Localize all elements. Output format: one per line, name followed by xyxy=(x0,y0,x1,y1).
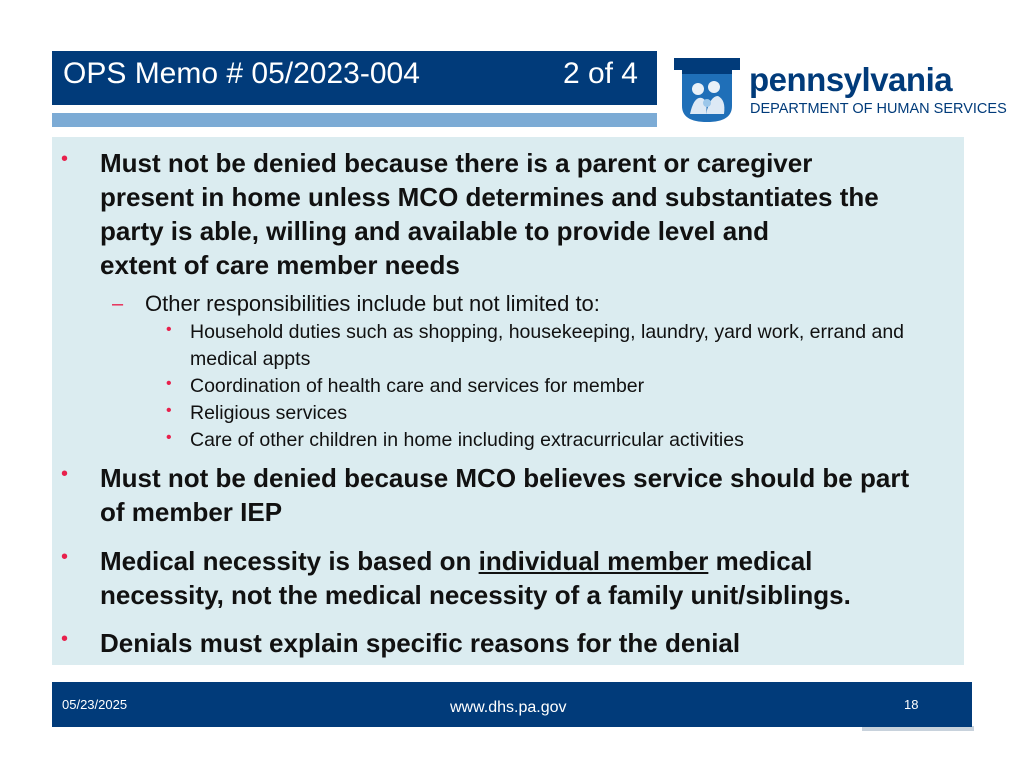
bullet-marker: • xyxy=(166,429,172,446)
content-panel xyxy=(52,137,964,665)
sub-bullet-text: Other responsibilities include but not limited to: xyxy=(145,291,600,316)
footer-url: www.dhs.pa.gov xyxy=(450,699,567,716)
pennsylvania-dhs-logo xyxy=(672,56,1012,126)
list-item-text: Religious services xyxy=(190,402,348,424)
list-item-text: Care of other children in home including extracurricular activities xyxy=(190,429,744,451)
bullet-marker: • xyxy=(61,463,69,485)
list-item-text: Household duties such as shopping, housekeeping, laundry, yard work, errand and medical appts xyxy=(190,321,905,370)
bullet-marker: • xyxy=(166,321,172,338)
title-accent-bar xyxy=(52,113,657,127)
bullet-marker: • xyxy=(61,546,69,568)
keystone-family-icon xyxy=(672,56,742,124)
bullet-text: Must not be denied because MCO believes service should be part of member IEP xyxy=(100,463,910,527)
logo-wordmark: pennsylvania xyxy=(749,61,953,98)
bullet-text: Medical necessity is based on individual member medical necessity, not the medical necessity of a family unit/siblings. xyxy=(100,546,851,610)
bullet-marker: • xyxy=(166,375,172,392)
logo-department: DEPARTMENT OF HUMAN SERVICES xyxy=(750,101,1007,117)
footer-date: 05/23/2025 xyxy=(62,697,128,712)
dash-marker: – xyxy=(112,293,124,315)
footer-bar xyxy=(52,682,972,727)
slide-title: OPS Memo # 05/2023-004 xyxy=(63,57,420,90)
bullet-text: Must not be denied because there is a parent or caregiver present in home unless MCO determines and substantiates the party is able, willing and available to provide level and extent of care member needs xyxy=(100,148,879,280)
emphasis-underlined: individual member xyxy=(478,546,709,576)
bullet-marker: • xyxy=(61,148,69,170)
bullet-text: Denials must explain specific reasons for the denial xyxy=(100,628,741,658)
title-bar xyxy=(52,51,657,105)
slide-page-indicator: 2 of 4 xyxy=(562,57,638,90)
bullet-marker: • xyxy=(61,628,69,650)
list-item-text: Coordination of health care and services for member xyxy=(190,375,645,397)
footer-page-number: 18 xyxy=(904,697,919,712)
bullet-marker: • xyxy=(166,402,172,419)
